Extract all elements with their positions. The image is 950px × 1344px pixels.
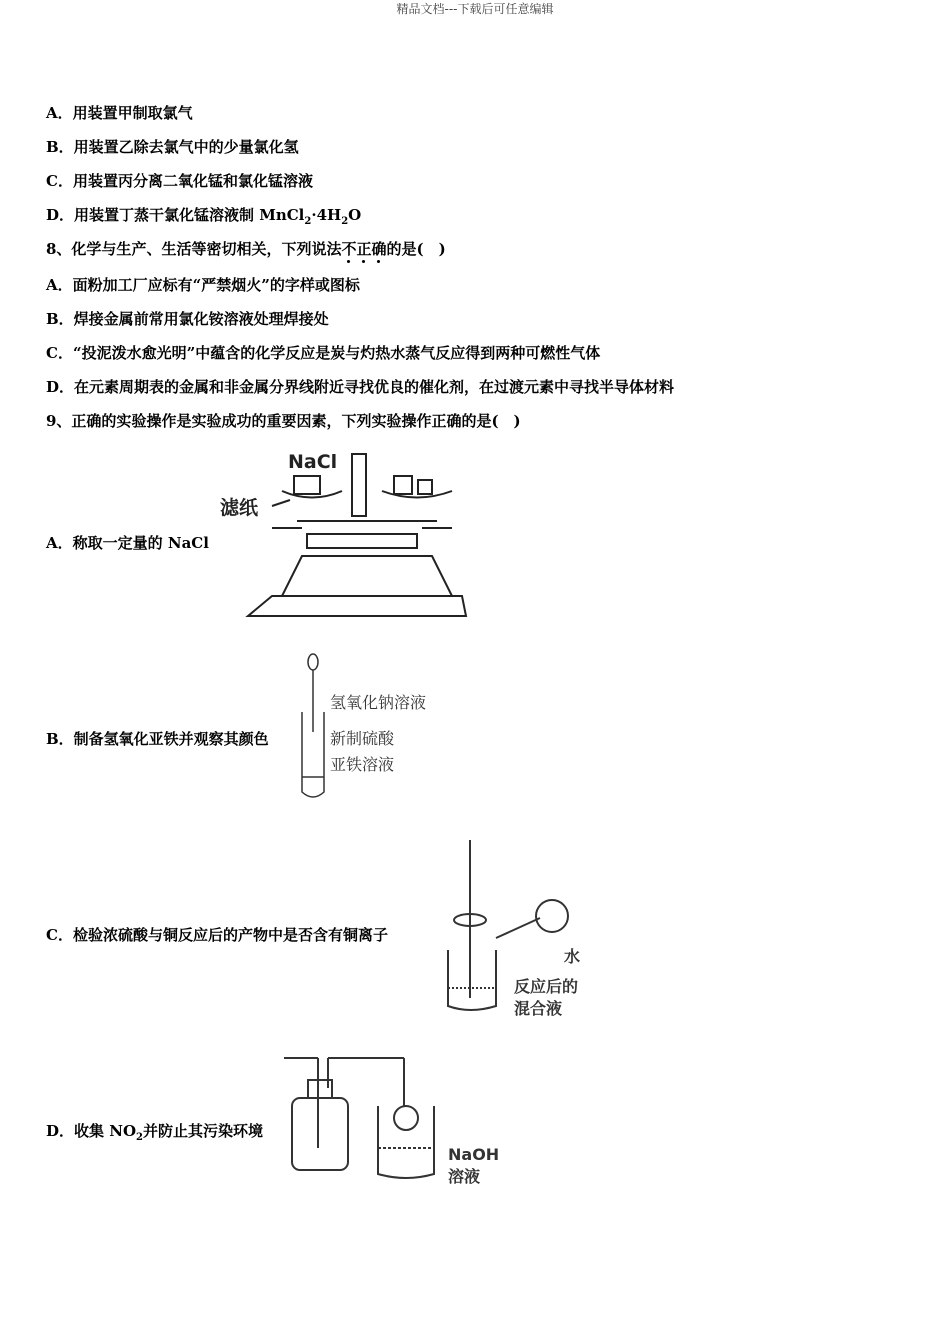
q8-option-c: C．“投泥泼水愈光明”中蕴含的化学反应是炭与灼热水蒸气反应得到两种可燃性气体 xyxy=(46,344,601,362)
q8-emph-2: 正 xyxy=(356,240,372,258)
figure-beaker-copper xyxy=(440,838,600,1028)
fig-b-label-naoh: 氢氧化钠溶液 xyxy=(330,693,427,712)
q9-d-suffix: 并防止其污染环境 xyxy=(142,1122,263,1140)
q8-suffix: 的是( ) xyxy=(386,240,446,258)
fig-d-funnel xyxy=(394,1106,418,1130)
q9-option-c: C．检验浓硫酸与铜反应后的产物中是否含有铜离子 xyxy=(46,926,388,944)
q7-d-suffix: ·4H xyxy=(311,206,342,224)
fig-c-flask-neck xyxy=(496,918,540,938)
q9-option-b: B．制备氢氧化亚铁并观察其颜色 xyxy=(46,730,269,748)
q7-option-a: A．用装置甲制取氯气 xyxy=(46,104,193,122)
fig-d-naoh-label: NaOH xyxy=(448,1145,500,1164)
fig-d-gas-bottle xyxy=(292,1098,348,1170)
fig-c-beaker xyxy=(448,950,496,1010)
q7-d-prefix: D．用装置丁蒸干氯化锰溶液制 MnCl xyxy=(46,206,305,224)
fig-a-nacl-sample xyxy=(294,476,320,494)
fig-a-nacl-label: NaCl xyxy=(288,451,338,473)
q7-d-sub2: 2 xyxy=(341,216,349,227)
fig-a-pointer-column xyxy=(352,454,366,516)
figure-test-tube xyxy=(290,652,450,802)
page-header: 精品文档---下载后可任意编辑 xyxy=(396,2,554,16)
fig-b-label-ferrous: 亚铁溶液 xyxy=(330,755,395,774)
fig-c-mix-label-2: 混合液 xyxy=(514,999,563,1018)
q7-d-sub: 2 xyxy=(304,216,312,227)
fig-b-label-acid: 新制硫酸 xyxy=(330,729,395,748)
q9-option-d xyxy=(46,1120,263,1143)
q9-d-sub: 2 xyxy=(136,1132,143,1143)
fig-a-paper-label: 滤纸 xyxy=(220,497,259,519)
fig-b-dropper-bulb xyxy=(308,654,318,670)
fig-a-weight-2 xyxy=(418,480,432,494)
q7-d-end: O xyxy=(348,206,362,224)
fig-a-paper-pointer xyxy=(272,500,290,506)
q9-option-a: A．称取一定量的 NaCl xyxy=(46,534,209,552)
q7-option-d xyxy=(46,204,361,227)
fig-d-solution-label: 溶液 xyxy=(448,1167,481,1186)
question-8 xyxy=(46,238,446,259)
q8-option-d: D．在元素周期表的金属和非金属分界线附近寻找优良的催化剂，在过渡元素中寻找半导体材料 xyxy=(46,378,675,396)
q9-d-prefix: D．收集 NO xyxy=(46,1122,137,1140)
fig-d-beaker xyxy=(378,1106,434,1178)
q8-prefix: 8、化学与生产、生活等密切相关，下列说法 xyxy=(46,240,342,258)
q7-option-b: B．用装置乙除去氯气中的少量氯化氢 xyxy=(46,138,299,156)
figure-no2-collection xyxy=(284,1048,514,1198)
q8-option-b: B．焊接金属前常用氯化铵溶液处理焊接处 xyxy=(46,310,329,328)
fig-c-water-label: 水 xyxy=(564,947,581,966)
q7-option-c: C．用装置丙分离二氧化锰和氯化锰溶液 xyxy=(46,172,313,190)
fig-a-stand xyxy=(248,596,466,616)
fig-c-mix-label-1: 反应后的 xyxy=(514,977,579,996)
q8-emph-1: 不 xyxy=(341,240,357,258)
q8-emph-3: 确 xyxy=(371,240,387,258)
fig-a-weight-1 xyxy=(394,476,412,494)
figure-balance xyxy=(212,446,482,626)
q8-option-a: A．面粉加工厂应标有“严禁烟火”的字样或图标 xyxy=(46,276,360,294)
fig-c-flask xyxy=(536,900,568,932)
fig-a-base xyxy=(282,556,452,596)
question-9: 9、正确的实验操作是实验成功的重要因素，下列实验操作正确的是( ) xyxy=(46,412,521,430)
fig-a-scale xyxy=(307,534,417,548)
